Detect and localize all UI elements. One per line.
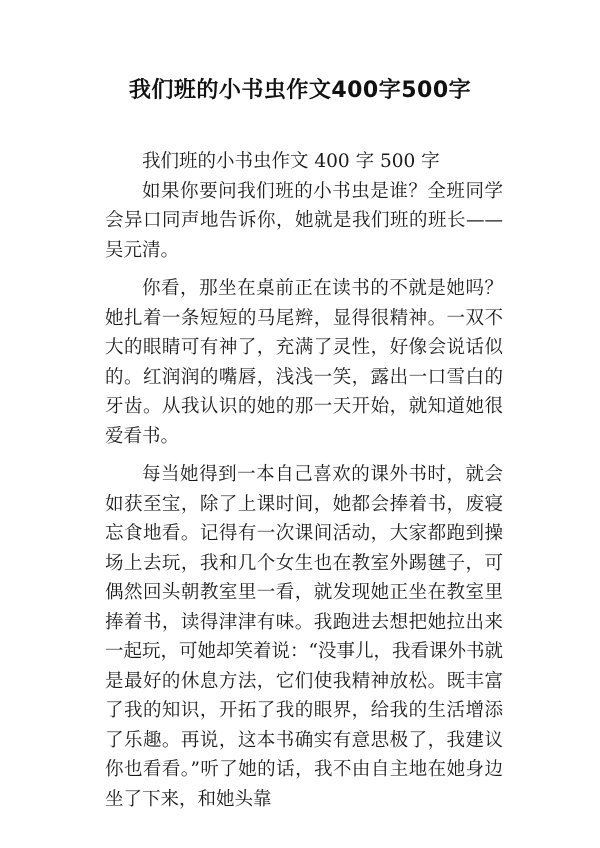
body-paragraph-1: 如果你要问我们班的小书虫是谁？全班同学会异口同声地告诉你，她就是我们班的班长——吴元清。 <box>105 180 503 261</box>
body-paragraph-2: 你看，那坐在桌前正在读书的不就是她吗？她扎着一条短短的马尾辫，显得很精神。一双不大的眼睛可有神了，充满了灵性，好像会说话似的。红润润的嘴唇，浅浅一笑，露出一口雪白的牙齿。从我认识的她的那一天开始，就知道她很爱看书。 <box>105 278 503 447</box>
body-paragraph-3: 每当她得到一本自己喜欢的课外书时，就会如获至宝，除了上课时间，她都会捧着书，废寝忘食地看。记得有一次课间活动，大家都跑到操场上去玩，我和几个女生也在教室外踢毽子，可偶然回头朝教室里一看，就发现她正坐在教室里捧着书，读得津津有味。我跑进去想把她拉出来一起玩，可她却笑着说：“没事儿，我看课外书就是最好的休息方法，它们使我精神放松。既丰富了我的知识，开拓了我的眼界，给我的生活增添了乐趣。再说，这本书确实有意思极了，我建议你也看看。”听了她的话，我不由自主地在她身边坐了下来，和她头靠 <box>105 464 503 810</box>
document-title: 我们班的小书虫作文400字500字 <box>128 78 472 103</box>
body-paragraph-subtitle: 我们班的小书虫作文 400 字 500 字 <box>142 151 440 172</box>
document-body <box>105 147 503 823</box>
